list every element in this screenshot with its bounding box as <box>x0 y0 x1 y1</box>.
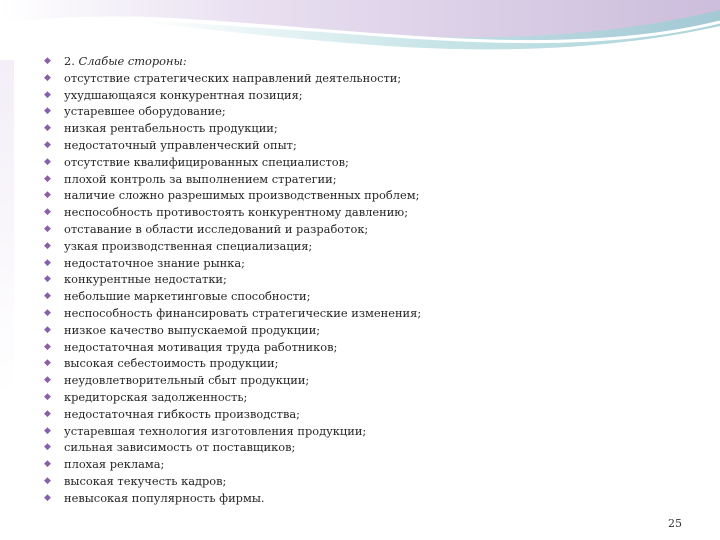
diamond-bullet-icon: ◆ <box>44 89 51 100</box>
diamond-bullet-icon: ◆ <box>44 307 51 318</box>
list-item-text: плохая реклама; <box>64 457 165 472</box>
diamond-bullet-icon: ◆ <box>44 492 51 503</box>
diamond-bullet-icon: ◆ <box>44 274 51 285</box>
heading-title: Слабые стороны: <box>78 54 187 68</box>
list-item-text: неспособность противостоять конкурентному давлению; <box>64 205 409 220</box>
list-item <box>44 271 684 288</box>
list-item <box>44 103 684 120</box>
diamond-bullet-icon: ◆ <box>44 324 51 335</box>
list-item <box>44 339 684 356</box>
list-item-text: недостаточное знание рынка; <box>64 255 246 270</box>
diamond-bullet-icon: ◆ <box>44 56 51 66</box>
diamond-bullet-icon: ◆ <box>44 425 51 436</box>
list-item <box>44 490 684 507</box>
list-item <box>44 154 684 171</box>
diamond-bullet-icon: ◆ <box>44 291 51 302</box>
list-item <box>44 238 684 255</box>
list-item-text: отсутствие стратегических направлений деятельности; <box>64 70 402 85</box>
list-item <box>44 439 684 456</box>
diamond-bullet-icon: ◆ <box>44 106 51 117</box>
list-item <box>44 87 684 104</box>
list-item <box>44 423 684 440</box>
list-item-text: низкое качество выпускаемой продукции; <box>64 322 321 337</box>
diamond-bullet-icon: ◆ <box>44 459 51 470</box>
list-item-text: недостаточная гибкость производства; <box>64 406 301 421</box>
list-item-text: недостаточная мотивация труда работников; <box>64 339 338 354</box>
list-item-text: отставание в области исследований и разработок; <box>64 221 369 236</box>
list-item <box>44 288 684 305</box>
list-item <box>44 221 684 238</box>
list-item <box>44 456 684 473</box>
diamond-bullet-icon: ◆ <box>44 341 51 352</box>
list-item <box>44 389 684 406</box>
list-item-text: устаревшее оборудование; <box>64 104 226 119</box>
diamond-bullet-icon: ◆ <box>44 123 51 134</box>
list-item <box>44 355 684 372</box>
list-item <box>44 70 684 87</box>
diamond-bullet-icon: ◆ <box>44 223 51 234</box>
list-item-text: ухудшающаяся конкурентная позиция; <box>64 87 303 102</box>
diamond-bullet-icon: ◆ <box>44 240 51 251</box>
list-item <box>44 406 684 423</box>
list-item-text: конкурентные недостатки; <box>64 272 227 287</box>
list-item-text: высокая себестоимость продукции; <box>64 356 279 371</box>
diamond-bullet-icon: ◆ <box>44 139 51 150</box>
list-item-text: узкая производственная специализация; <box>64 238 313 253</box>
list-item <box>44 372 684 389</box>
diamond-bullet-icon: ◆ <box>44 207 51 218</box>
list-item <box>44 305 684 322</box>
list-item-text: устаревшая технология изготовления продукции; <box>64 423 367 438</box>
slide-content <box>44 53 684 507</box>
header-swoosh-decoration <box>0 0 720 60</box>
list-item <box>44 322 684 339</box>
left-rail-decoration <box>0 60 14 540</box>
list-item-text: невысокая популярность фирмы. <box>64 490 265 505</box>
list-item-text: сильная зависимость от поставщиков; <box>64 440 296 455</box>
list-item-text: наличие сложно разрешимых производственных проблем; <box>64 188 420 203</box>
diamond-bullet-icon: ◆ <box>44 173 51 184</box>
diamond-bullet-icon: ◆ <box>44 190 51 201</box>
diamond-bullet-icon: ◆ <box>44 375 51 386</box>
list-item <box>44 120 684 137</box>
list-item-text: неспособность финансировать стратегические изменения; <box>64 305 422 320</box>
list-item-text: недостаточный управленческий опыт; <box>64 137 297 152</box>
diamond-bullet-icon: ◆ <box>44 156 51 167</box>
list-item <box>44 473 684 490</box>
list-item-text: неудовлетворительный сбыт продукции; <box>64 373 310 388</box>
list-item-text: высокая текучесть кадров; <box>64 473 227 488</box>
list-item-text: низкая рентабельность продукции; <box>64 121 278 136</box>
list-item-text: кредиторская задолженность; <box>64 389 248 404</box>
list-item-text: небольшие маркетинговые способности; <box>64 289 311 304</box>
list-item <box>44 255 684 272</box>
diamond-bullet-icon: ◆ <box>44 391 51 402</box>
list-item <box>44 204 684 221</box>
diamond-bullet-icon: ◆ <box>44 475 51 486</box>
heading-number: 2. <box>64 54 75 68</box>
list-heading <box>44 53 684 70</box>
list-item-text: отсутствие квалифицированных специалистов; <box>64 154 349 169</box>
diamond-bullet-icon: ◆ <box>44 358 51 369</box>
diamond-bullet-icon: ◆ <box>44 257 51 268</box>
list-item-text: плохой контроль за выполнением стратегии; <box>64 171 337 186</box>
list-item <box>44 187 684 204</box>
list-item <box>44 171 684 188</box>
diamond-bullet-icon: ◆ <box>44 408 51 419</box>
list-item <box>44 137 684 154</box>
weaknesses-list <box>44 53 684 507</box>
diamond-bullet-icon: ◆ <box>44 72 51 83</box>
diamond-bullet-icon: ◆ <box>44 442 51 453</box>
page-number: 25 <box>668 517 682 530</box>
